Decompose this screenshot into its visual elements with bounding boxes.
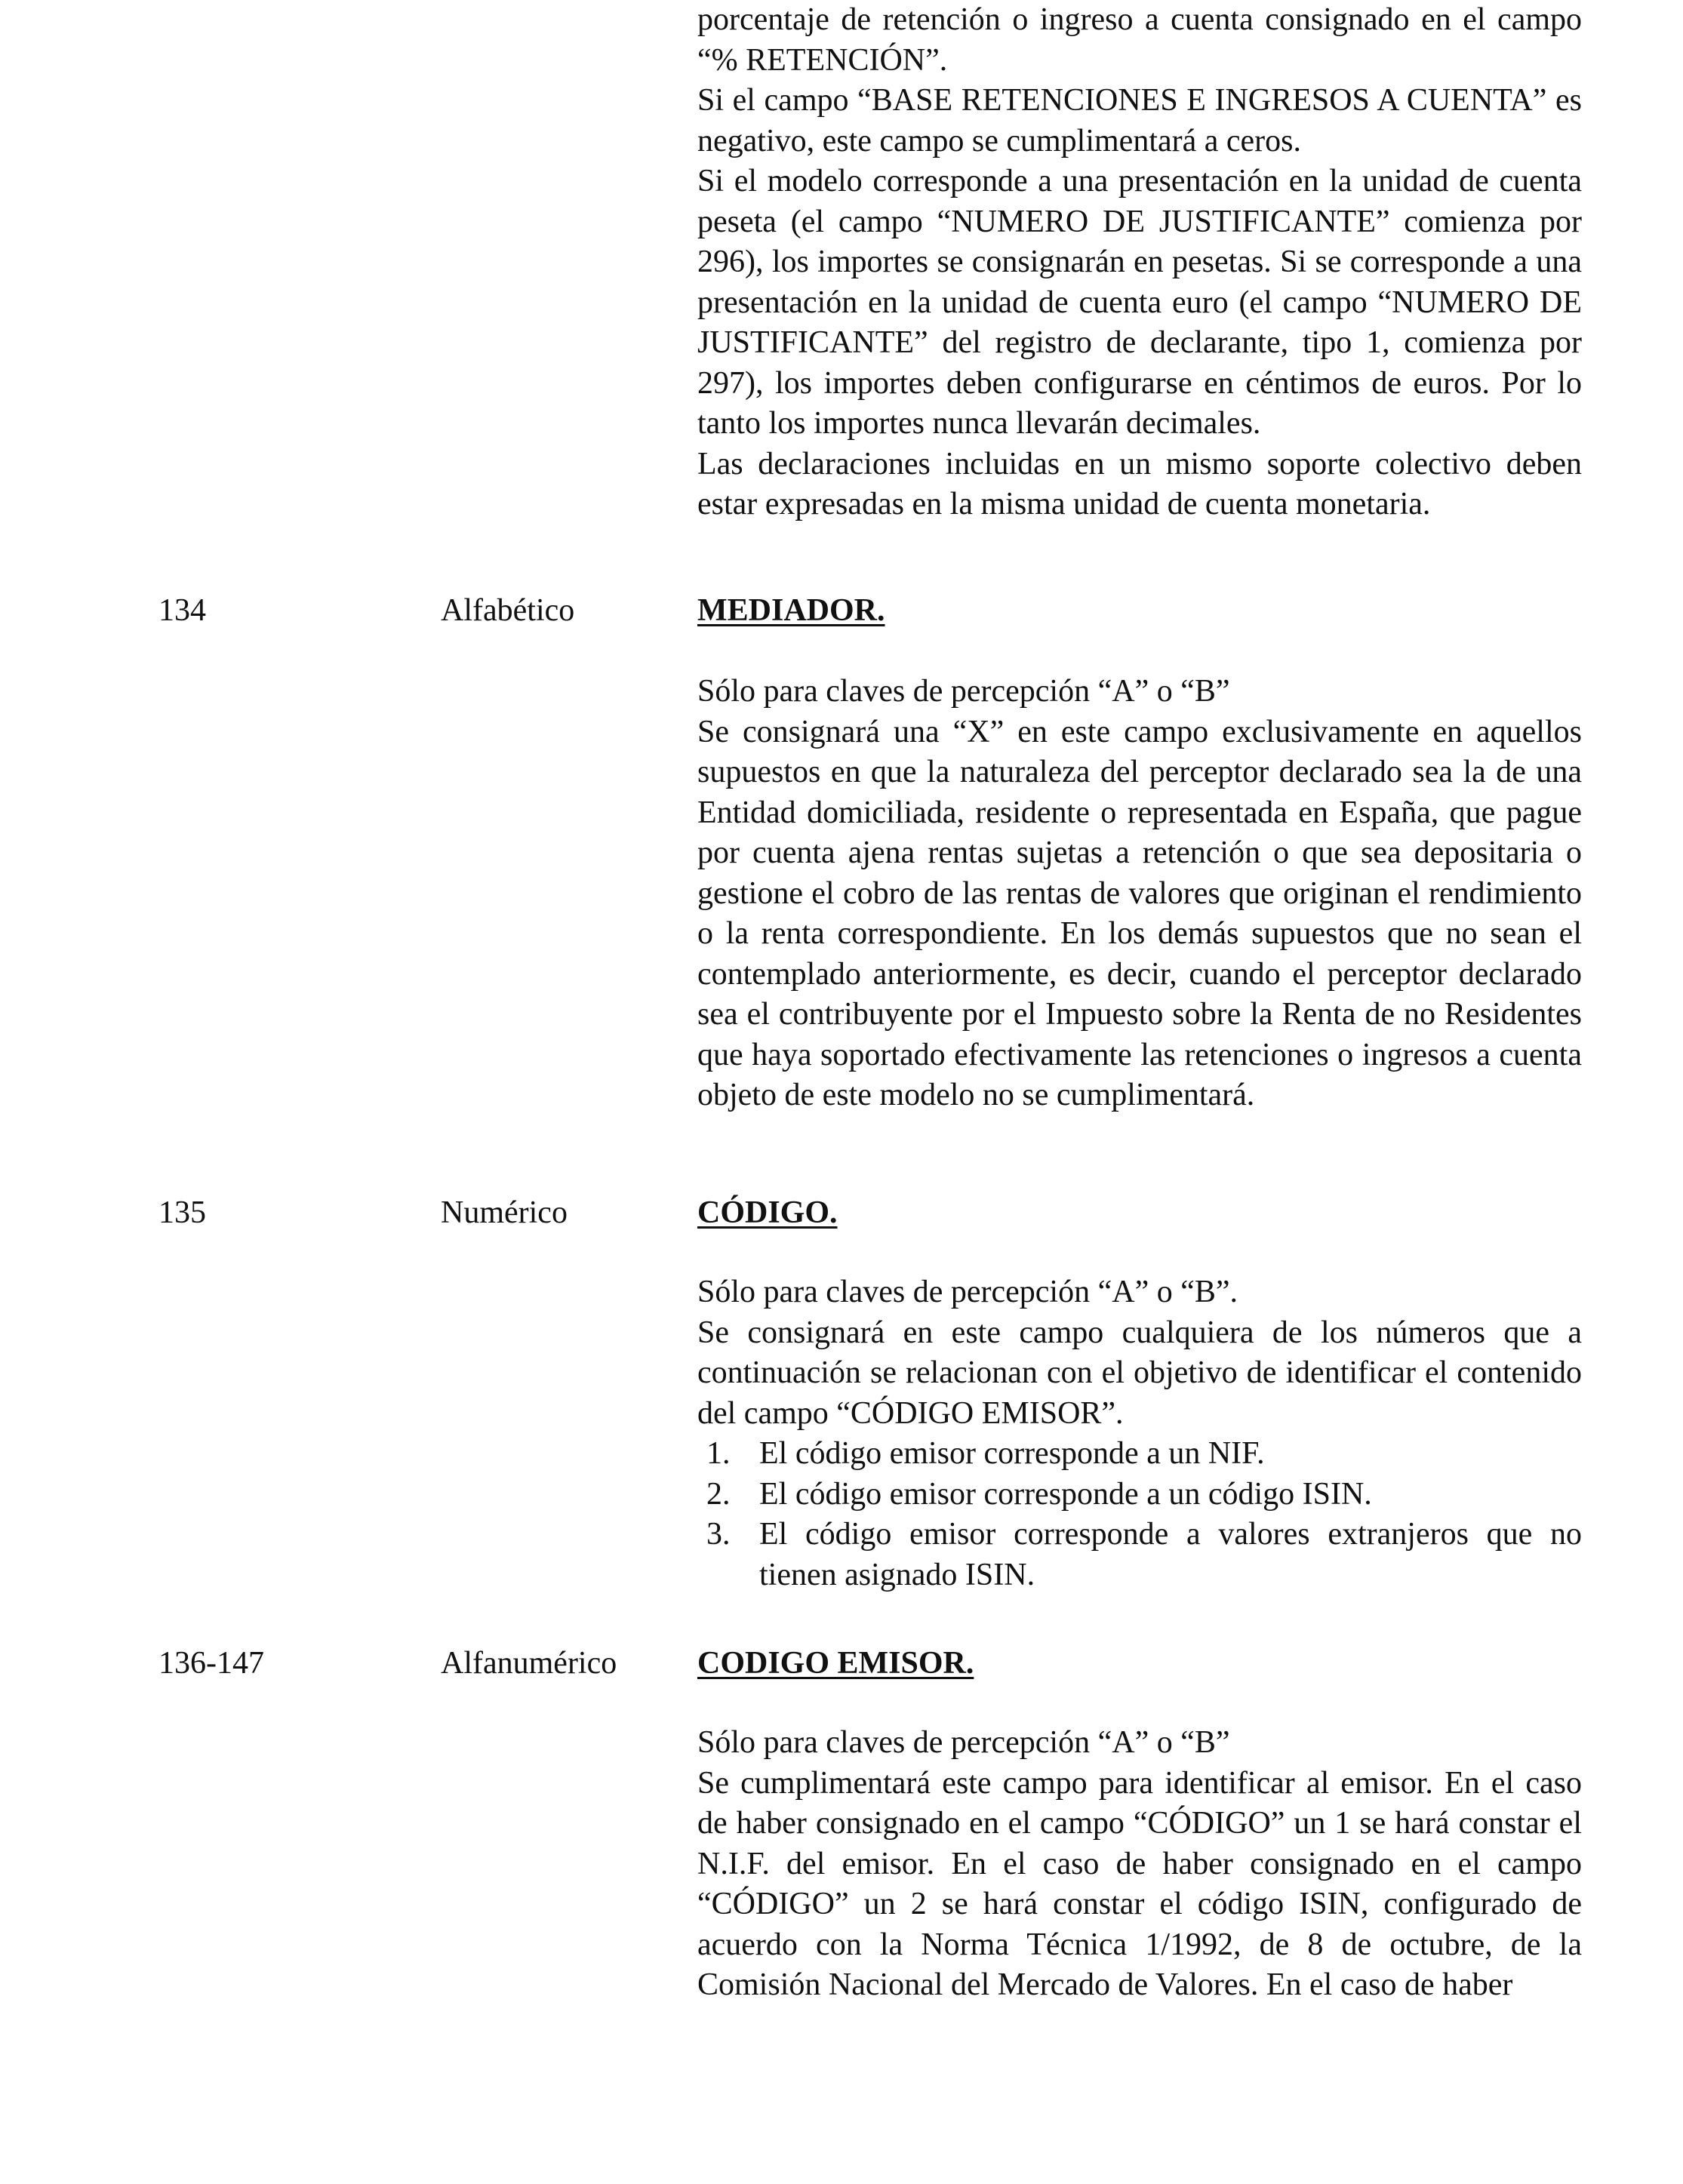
field-paragraph: Se consignará una “X” en este campo exclusivamente en aquellos supuestos en que la naturaleza del perceptor declarado sea la de una Entidad domiciliada, residente o representada en España, que pague por cuenta ajena rentas sujetas a retención o que sea depositaria o gestione el cobro de las rentas de valores que originan el rendimiento o la renta correspondiente. En los demás supuestos que no sean el contemplado anteriormente, es decir, cuando el perceptor declarado sea el contribuyente por el Impuesto sobre la Renta de no Residentes que haya soportado efectivamente las retenciones o ingresos a cuenta objeto de este modelo no se cumplimentará. [697,714,1582,1112]
code-list [697,1434,1582,1595]
field-paragraph: Se cumplimentará este campo para identificar al emisor. En el caso de haber consignado en el campo “CÓDIGO” un 1 se hará constar el N.I.F. del emisor. En el caso de haber consignado en el campo “CÓDIGO” un 2 se hará constar el código ISIN, configurado de acuerdo con la Norma Técnica 1/1992, de 8 de octubre, de la Comisión Nacional del Mercado de Valores. En el caso de haber [697,1765,1582,2002]
list-item [697,1515,1582,1595]
field-description [697,1723,1582,2006]
intro-paragraph: Si el campo “BASE RETENCIONES E INGRESOS A CUENTA” es negativo, este campo se cumplimentará a ceros. [697,83,1582,158]
field-type: Alfabético [441,593,575,628]
field-paragraph: Sólo para claves de percepción “A” o “B” [697,674,1230,709]
list-item-number: 1. [706,1436,731,1471]
list-item-text: El código emisor corresponde a un NIF. [759,1436,1265,1471]
intro-paragraph: porcentaje de retención o ingreso a cuenta consignado en el campo “% RETENCIÓN”. [697,2,1582,78]
intro-paragraph: Si el modelo corresponde a una presentación en la unidad de cuenta peseta (el campo “NUMERO DE JUSTIFICANTE” comienza por 296), los importes se consignarán en pesetas. Si se corresponde a una presentación en la unidad de cuenta euro (el campo “NUMERO DE JUSTIFICANTE” del registro de declarante, tipo 1, comienza por 297), los importes deben configurarse en céntimos de euros. Por lo tanto los importes nunca llevarán decimales. [697,164,1582,441]
field-title: CÓDIGO. [697,1195,838,1230]
field-title: MEDIADOR. [697,593,885,628]
field-paragraph: Sólo para claves de percepción “A” o “B”. [697,1275,1238,1309]
field-paragraph: Se consignará en este campo cualquiera de los números que a continuación se relacionan con el objetivo de identificar el contenido del campo “CÓDIGO EMISOR”. [697,1315,1582,1431]
field-position: 135 [158,1195,206,1230]
field-description [697,672,1582,1116]
field-title: CODIGO EMISOR. [697,1646,974,1681]
field-description [697,1272,1582,1595]
field-position: 134 [158,593,206,628]
list-item-text: El código emisor corresponde a valores extranjeros que no tienen asignado ISIN. [759,1517,1582,1592]
list-item [697,1434,1582,1475]
field-type: Numérico [441,1195,568,1230]
field-position: 136-147 [158,1646,264,1681]
field-paragraph: Sólo para claves de percepción “A” o “B” [697,1725,1230,1760]
list-item [697,1475,1582,1515]
intro-paragraph: Las declaraciones incluidas en un mismo soporte colectivo deben estar expresadas en la misma unidad de cuenta monetaria. [697,446,1582,521]
list-item-number: 3. [706,1517,731,1552]
field-type: Alfanumérico [441,1646,617,1681]
intro-text-block [697,0,1582,525]
list-item-text: El código emisor corresponde a un código ISIN. [759,1476,1372,1512]
list-item-number: 2. [706,1476,731,1512]
